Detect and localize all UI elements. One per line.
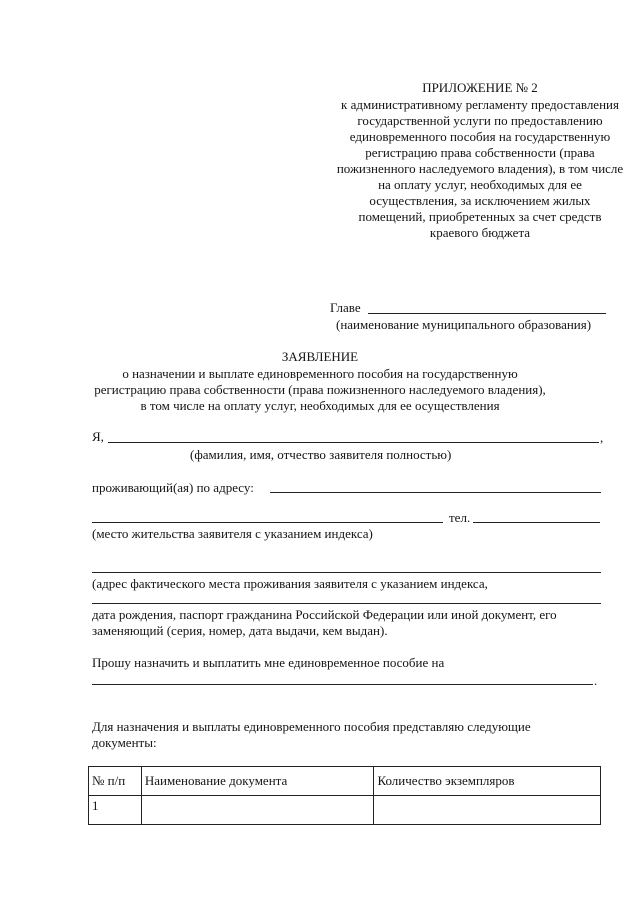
documents-intro-1: Для назначения и выплаты единовременного пособия представляю следующие bbox=[92, 719, 531, 734]
addressee-caption: (наименование муниципального образования) bbox=[336, 317, 592, 332]
addressee-field[interactable] bbox=[368, 313, 606, 314]
appendix-text: к административному регламенту предоставления государственной услуги по предоставлению единовременного пособия на государственную регистрацию права собственности (права пожизненного наследуемого владения), в том числе на оплату услуг, необходимых для ее осуществления, за исключением жилых помещений, приобретенных за счет средств краевого бюджета bbox=[336, 97, 624, 240]
cell-copies[interactable] bbox=[374, 796, 601, 825]
applicant-prefix: Я, bbox=[92, 429, 104, 444]
passport-field[interactable] bbox=[92, 603, 601, 604]
documents-table bbox=[88, 766, 601, 825]
actual-address-caption: (адрес фактического места проживания заявителя с указанием индекса, bbox=[92, 576, 488, 591]
documents-intro-2: документы: bbox=[92, 735, 157, 750]
header-copies: Количество экземпляров bbox=[374, 767, 601, 796]
statement-line-1: о назначении и выплате единовременного пособия на государственную bbox=[122, 366, 518, 381]
request-label: Прошу назначить и выплатить мне единовременное пособие на bbox=[92, 655, 445, 670]
fio-caption: (фамилия, имя, отчество заявителя полностью) bbox=[190, 447, 452, 462]
address-field[interactable] bbox=[270, 492, 601, 493]
applicant-comma: , bbox=[600, 430, 604, 445]
statement-title: ЗАЯВЛЕНИЕ bbox=[281, 349, 359, 364]
header-number: № п/п bbox=[89, 767, 142, 796]
appendix-block bbox=[335, 80, 625, 241]
statement-line-3: в том числе на оплату услуг, необходимых для ее осуществления bbox=[140, 398, 500, 413]
actual-address-field[interactable] bbox=[92, 572, 601, 573]
table-header-row bbox=[89, 767, 601, 796]
passport-caption-1: дата рождения, паспорт гражданина Российской Федерации или иной документ, его bbox=[92, 607, 557, 622]
residence-field[interactable] bbox=[92, 522, 443, 523]
residence-caption: (место жительства заявителя с указанием индекса) bbox=[92, 526, 373, 541]
phone-field[interactable] bbox=[473, 522, 600, 523]
address-label: проживающий(ая) по адресу: bbox=[92, 480, 254, 495]
statement-line-2: регистрацию права собственности (права пожизненного наследуемого владения), bbox=[94, 382, 546, 397]
header-document-name: Наименование документа bbox=[141, 767, 374, 796]
cell-document-name[interactable] bbox=[141, 796, 374, 825]
table-row bbox=[89, 796, 601, 825]
request-field[interactable] bbox=[92, 684, 593, 685]
request-period: . bbox=[594, 673, 598, 688]
addressee-label: Главе bbox=[330, 300, 361, 315]
appendix-title: ПРИЛОЖЕНИЕ № 2 bbox=[422, 80, 538, 95]
cell-number[interactable]: 1 bbox=[89, 796, 142, 825]
applicant-name-field[interactable] bbox=[108, 442, 599, 443]
passport-caption-2: заменяющий (серия, номер, дата выдачи, кем выдан). bbox=[92, 623, 388, 638]
phone-label: тел. bbox=[449, 510, 471, 525]
